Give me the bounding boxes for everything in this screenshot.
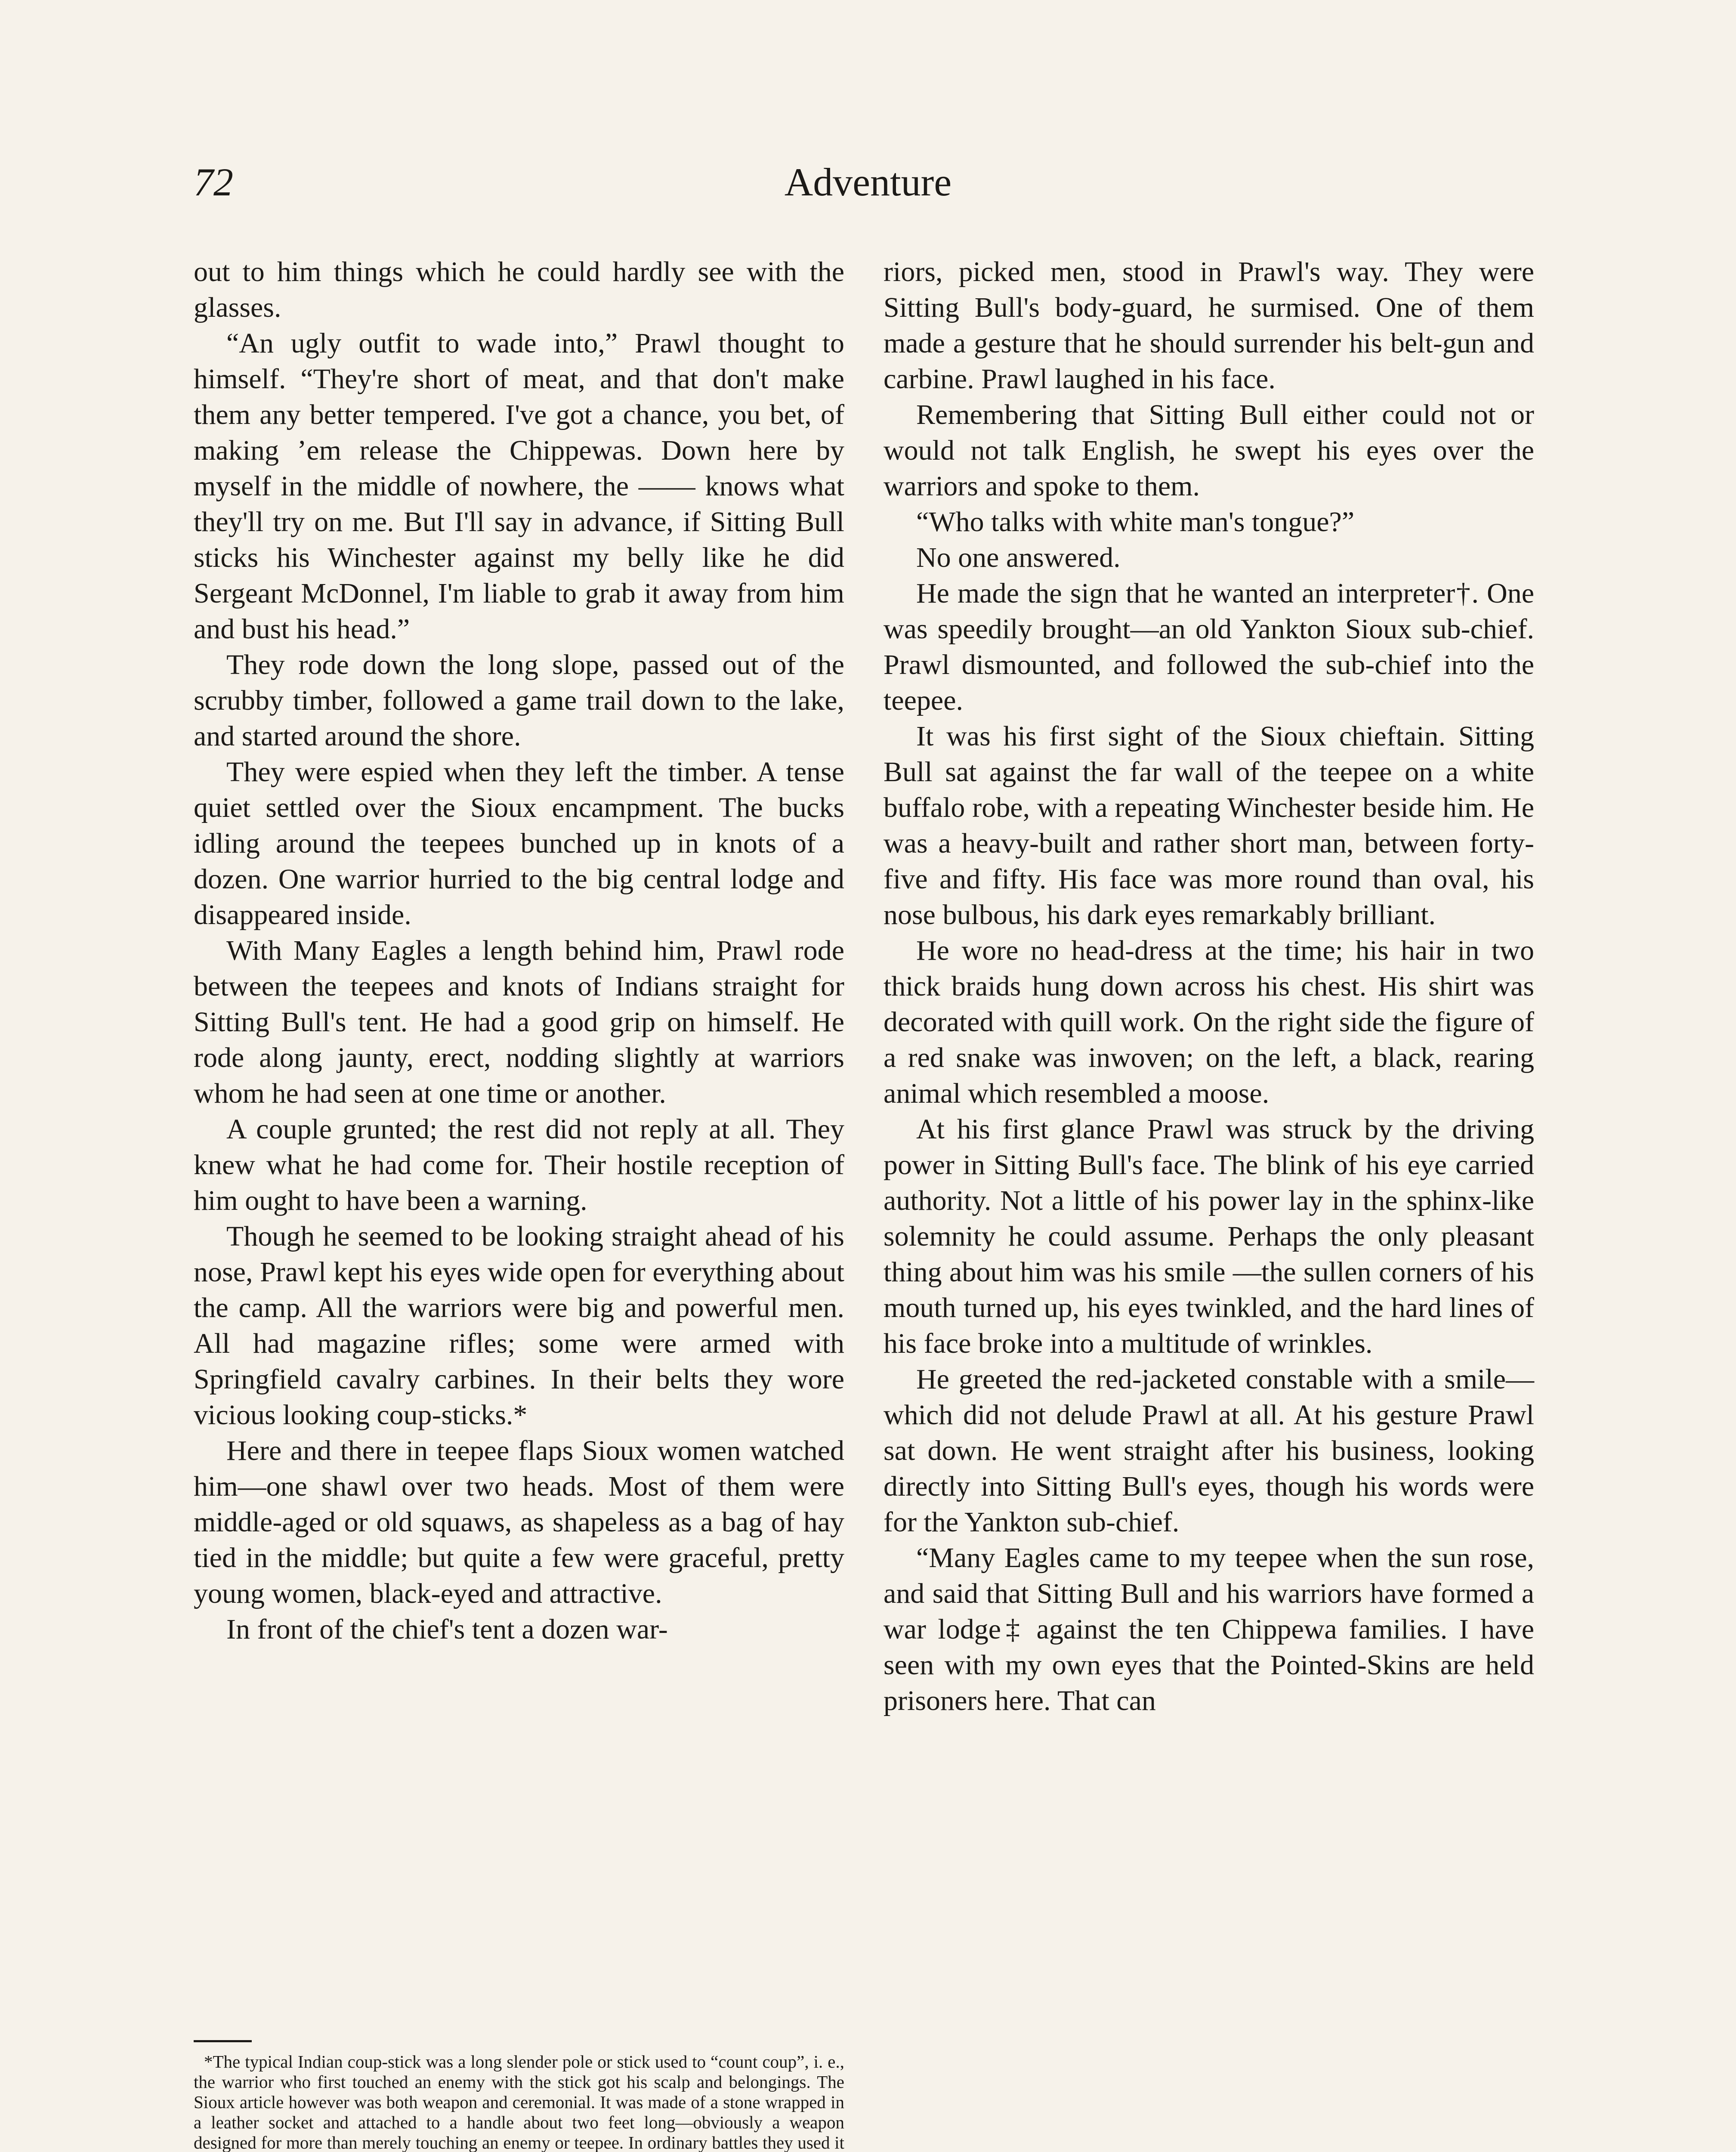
left-column — [194, 254, 844, 1647]
paragraph: out to him things which he could hardly see with the glasses. — [194, 256, 844, 323]
paragraph: Remembering that Sitting Bull either could not or would not talk English, he swept his eyes over the warriors and spoke to them. — [883, 399, 1534, 502]
paragraph: They were espied when they left the timber. A tense quiet settled over the Sioux encampment. The bucks idling around the teepees bunched up in knots of a dozen. One warrior hurried to the big central lodge and disappeared inside. — [194, 756, 844, 931]
footnote: *The typical Indian coup-stick was a long slender pole or stick used to “count coup”, i. e., the warrior who first touched an enemy with the stick got his scalp and belongings. The Sioux article however was both weapon and ceremonial. It was made of a stone wrapped in a leather socket and attached to a handle about two feet long—obviously a weapon designed for more than merely touching an enemy or teepee. In ordinary battles they used it — [194, 2052, 844, 2152]
paragraph: They rode down the long slope, passed out of the scrubby timber, followed a game trail down to the lake, and started around the shore. — [194, 649, 844, 752]
paragraph: He wore no head-dress at the time; his hair in two thick braids hung down across his chest. His shirt was decorated with quill work. On the right side the figure of a red snake was inwoven; on the left, a black, rearing animal which resembled a moose. — [883, 935, 1534, 1109]
paragraph: “An ugly outfit to wade into,” Prawl thought to himself. “They're short of meat, and that don't make them any better tempered. I've got a chance, you bet, of making ’em release the Chippewas. Down here by myself in the middle of nowhere, the —— knows what they'll try on me. But I'll say in advance, if Sitting Bull sticks his Winchester against my belly like he did Sergeant McDonnel, I'm liable to grab it away from him and bust his head.” — [194, 328, 844, 645]
paragraph: He greeted the red-jacketed constable with a smile—which did not delude Prawl at all. At his gesture Prawl sat down. He went straight after his business, looking directly into Sitting Bull's eyes, though his words were for the Yankton sub-chief. — [883, 1364, 1534, 1538]
paragraph: “Many Eagles came to my teepee when the sun rose, and said that Sitting Bull and his warriors have formed a war lodge‡ against the ten Chippewa families. I have seen with my own eyes that the Pointed-Skins are held prisoners here. That can — [883, 1542, 1534, 1716]
page-header — [194, 159, 1542, 224]
footnote-rule — [194, 2040, 252, 2042]
paragraph: “Who talks with white man's tongue?” — [916, 506, 1355, 538]
paragraph: No one answered. — [916, 542, 1121, 573]
paragraph: A couple grunted; the rest did not reply at all. They knew what he had come for. Their hostile reception of him ought to have been a warning. — [194, 1113, 844, 1216]
right-column — [883, 254, 1534, 1719]
paragraph: riors, picked men, stood in Prawl's way. They were Sitting Bull's body-guard, he surmised. One of them made a gesture that he should surrender his belt-gun and carbine. Prawl laughed in his face. — [883, 256, 1534, 395]
paragraph: At his first glance Prawl was struck by the driving power in Sitting Bull's face. The blink of his eye carried authority. Not a little of his power lay in the sphinx-like solemnity he could assume. Perhaps the only pleasant thing about him was his smile —the sullen corners of his mouth turned up, his eyes twinkled, and the hard lines of his face broke into a multitude of wrinkles. — [883, 1113, 1534, 1359]
page-number: 72 — [194, 160, 233, 204]
paragraph: He made the sign that he wanted an interpreter†. One was speedily brought—an old Yankton Sioux sub-chief. Prawl dismounted, and followed the sub-chief into the teepee. — [883, 578, 1534, 716]
footnotes-left — [194, 2040, 844, 2152]
paragraph: Though he seemed to be looking straight ahead of his nose, Prawl kept his eyes wide open for everything about the camp. All the warriors were big and powerful men. All had magazine rifles; some were armed with Springfield cavalry carbines. In their belts they wore vicious looking coup-sticks.* — [194, 1221, 844, 1431]
paragraph: In front of the chief's tent a dozen war- — [226, 1614, 668, 1645]
paragraph: It was his first sight of the Sioux chieftain. Sitting Bull sat against the far wall of the teepee on a white buffalo robe, with a repeating Winchester beside him. He was a heavy-built and rather short man, between forty-five and fifty. His face was more round than oval, his nose bulbous, his dark eyes remarkably brilliant. — [883, 720, 1534, 931]
running-title: Adventure — [784, 160, 952, 204]
paragraph: With Many Eagles a length behind him, Prawl rode between the teepees and knots of Indians straight for Sitting Bull's tent. He had a good grip on himself. He rode along jaunty, erect, nodding slightly at warriors whom he had seen at one time or another. — [194, 935, 844, 1109]
paragraph: Here and there in teepee flaps Sioux women watched him—one shawl over two heads. Most of them were middle-aged or old squaws, as shapeless as a bag of hay tied in the middle; but quite a few were graceful, pretty young women, black-eyed and attractive. — [194, 1435, 844, 1609]
